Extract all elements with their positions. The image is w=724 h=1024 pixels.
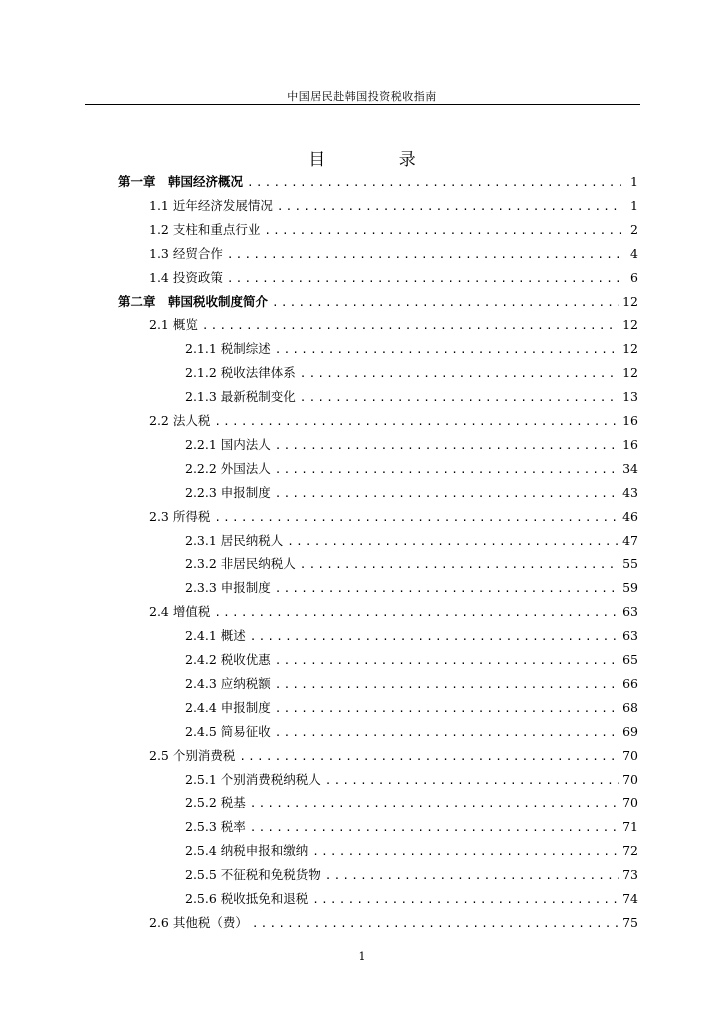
toc-entry[interactable] [149, 506, 638, 528]
toc-entry-page: 47 [622, 532, 638, 548]
toc-entry-label: 2.4.3 应纳税额 [185, 675, 271, 691]
toc-entry[interactable] [149, 267, 638, 289]
toc-leader-dots [325, 770, 619, 792]
toc-entry[interactable] [149, 410, 638, 432]
toc-entry-page: 68 [622, 699, 638, 715]
toc-entry-page: 63 [622, 604, 638, 620]
toc-entry-label: 2.2.2 外国法人 [185, 460, 271, 476]
toc-entry-label: 1.1 近年经济发展情况 [149, 197, 273, 213]
toc-entry[interactable] [185, 338, 638, 360]
toc-entry-label: 2.5.1 个别消费税纳税人 [185, 771, 321, 787]
toc-entry[interactable] [185, 816, 638, 838]
toc-entry-page: 70 [622, 747, 638, 763]
toc-entry-label: 2.5.5 不征税和免税货物 [185, 867, 321, 883]
toc-leader-dots [287, 531, 619, 553]
toc-entry-label: 2.2.3 申报制度 [185, 484, 271, 500]
toc-entry[interactable] [185, 888, 638, 910]
toc-entry-page: 43 [622, 484, 638, 500]
toc-leader-dots [250, 626, 619, 648]
toc-entry-label: 2.1 概览 [149, 317, 198, 333]
toc-leader-dots [264, 220, 621, 242]
toc-entry-page: 69 [622, 723, 638, 739]
toc-entry-page: 70 [622, 771, 638, 787]
toc-entry[interactable] [149, 912, 638, 934]
toc-leader-dots [312, 841, 619, 863]
toc-entry[interactable] [185, 864, 638, 886]
toc-entry[interactable] [149, 314, 638, 336]
toc-leader-dots [300, 554, 619, 576]
toc-entry-page: 34 [622, 460, 638, 476]
toc-leader-dots [214, 507, 619, 529]
toc-leader-dots [214, 411, 619, 433]
toc-entry-label: 2.4.2 税收优惠 [185, 652, 271, 667]
toc-entry-label: 2.1.2 税收法律体系 [185, 365, 296, 381]
toc-leader-dots [250, 793, 619, 815]
toc-entry[interactable] [185, 458, 638, 480]
toc-leader-dots [275, 698, 619, 720]
toc-entry-label: 2.3.3 申报制度 [185, 580, 271, 596]
toc-leader-dots [312, 889, 619, 911]
toc-title: 目 录 [308, 150, 450, 170]
toc-leader-dots [227, 268, 621, 290]
toc-entry-label: 2.2.1 国内法人 [185, 436, 271, 452]
toc-leader-dots [202, 315, 619, 337]
toc-entry-page: 70 [622, 795, 638, 811]
toc-entry-label: 2.4.4 申报制度 [185, 699, 271, 715]
toc-leader-dots [272, 292, 619, 314]
toc-entry[interactable] [185, 577, 638, 599]
toc-entry-label: 第二章 韩国税收制度简介 [118, 293, 269, 309]
toc-entry-label: 1.2 支柱和重点行业 [149, 221, 261, 237]
toc-entry-label: 2.1.1 税制综述 [185, 341, 271, 357]
toc-leader-dots [325, 865, 619, 887]
toc-entry-page: 2 [630, 221, 638, 237]
toc-entry-label: 2.5.6 税收抵免和退税 [185, 891, 309, 906]
toc-leader-dots [214, 602, 619, 624]
toc-entry-label: 第一章 韩国经济概况 [118, 174, 244, 189]
toc-entry[interactable] [149, 745, 638, 767]
toc-entry[interactable] [185, 673, 638, 695]
toc-entry-page: 4 [630, 245, 638, 261]
toc-entry-label: 2.3.2 非居民纳税人 [185, 556, 296, 572]
toc-entry-page: 71 [622, 819, 638, 835]
toc-leader-dots [227, 244, 621, 266]
toc-entry-page: 1 [630, 197, 638, 213]
toc-entry-label: 2.4.1 概述 [185, 628, 246, 644]
toc-entry-page: 6 [630, 269, 638, 285]
toc-entry[interactable] [185, 434, 638, 456]
toc-leader-dots [239, 746, 619, 768]
toc-entry-page: 12 [622, 293, 638, 309]
toc-entry-page: 72 [622, 843, 638, 859]
toc-entry-label: 2.4.5 简易征收 [185, 723, 271, 739]
toc-entry-label: 2.5.3 税率 [185, 819, 246, 835]
toc-entry-label: 2.5 个别消费税 [149, 747, 236, 763]
toc-entry-label: 2.6 其他税（费） [149, 914, 248, 930]
toc-entry-page: 59 [622, 580, 638, 596]
toc-entry[interactable] [185, 649, 638, 671]
toc-entry[interactable] [149, 243, 638, 265]
toc-entry-label: 1.4 投资政策 [149, 269, 223, 285]
toc-entry-label: 2.4 增值税 [149, 604, 211, 620]
toc-entry[interactable] [149, 601, 638, 623]
toc-entry-page: 16 [622, 413, 638, 428]
toc-entry[interactable] [185, 530, 638, 552]
toc-leader-dots [275, 339, 619, 361]
toc-entry-page: 55 [622, 556, 638, 572]
toc-entry-page: 46 [622, 508, 638, 524]
toc-entry-label: 1.3 经贸合作 [149, 245, 223, 261]
toc-entry-label: 2.3 所得税 [149, 508, 211, 524]
toc-leader-dots [275, 578, 619, 600]
toc-leader-dots [300, 387, 619, 409]
toc-leader-dots [275, 435, 619, 457]
page-number: 1 [358, 950, 366, 963]
toc-leader-dots [252, 913, 619, 935]
toc-entry[interactable] [185, 625, 638, 647]
toc-entry[interactable] [185, 386, 638, 408]
header-rule [85, 104, 640, 105]
toc-entry[interactable] [118, 171, 638, 193]
toc-entry[interactable] [185, 792, 638, 814]
toc-entry[interactable] [185, 482, 638, 504]
toc-leader-dots [250, 817, 619, 839]
toc-entry[interactable] [185, 721, 638, 743]
toc-leader-dots [275, 722, 619, 744]
toc-entry-label: 2.1.3 最新税制变化 [185, 389, 296, 405]
toc-entry[interactable] [185, 362, 638, 384]
toc-entry[interactable] [118, 291, 638, 313]
toc-leader-dots [275, 459, 619, 481]
toc-leader-dots [275, 483, 619, 505]
toc-entry-label: 2.2 法人税 [149, 413, 211, 428]
toc-entry[interactable] [185, 697, 638, 719]
toc-entry-page: 74 [622, 891, 638, 906]
toc-leader-dots [277, 196, 621, 218]
toc-entry-page: 66 [622, 675, 638, 691]
toc-entry-page: 63 [622, 628, 638, 644]
toc-entry-page: 1 [630, 174, 638, 189]
toc-entry[interactable] [149, 195, 638, 217]
toc-entry-page: 75 [622, 914, 638, 930]
toc-entry[interactable] [185, 769, 638, 791]
toc-entry-page: 12 [622, 317, 638, 333]
toc-entry-label: 2.5.4 纳税申报和缴纳 [185, 843, 309, 859]
toc-entry-page: 73 [622, 867, 638, 883]
running-header: 中国居民赴韩国投资税收指南 [287, 90, 437, 103]
toc-leader-dots [275, 650, 619, 672]
toc-entry[interactable] [185, 553, 638, 575]
toc-entry-page: 65 [622, 652, 638, 667]
toc-entry-label: 2.3.1 居民纳税人 [185, 532, 284, 548]
toc-entry-page: 13 [622, 389, 638, 405]
toc-entry-label: 2.5.2 税基 [185, 795, 246, 811]
toc-leader-dots [300, 363, 619, 385]
toc-entry[interactable] [149, 219, 638, 241]
toc-entry-page: 12 [622, 341, 638, 357]
toc-entry-page: 16 [622, 436, 638, 452]
toc-entry-page: 12 [622, 365, 638, 381]
toc-entry[interactable] [185, 840, 638, 862]
toc-leader-dots [247, 172, 621, 194]
toc-leader-dots [275, 674, 619, 696]
